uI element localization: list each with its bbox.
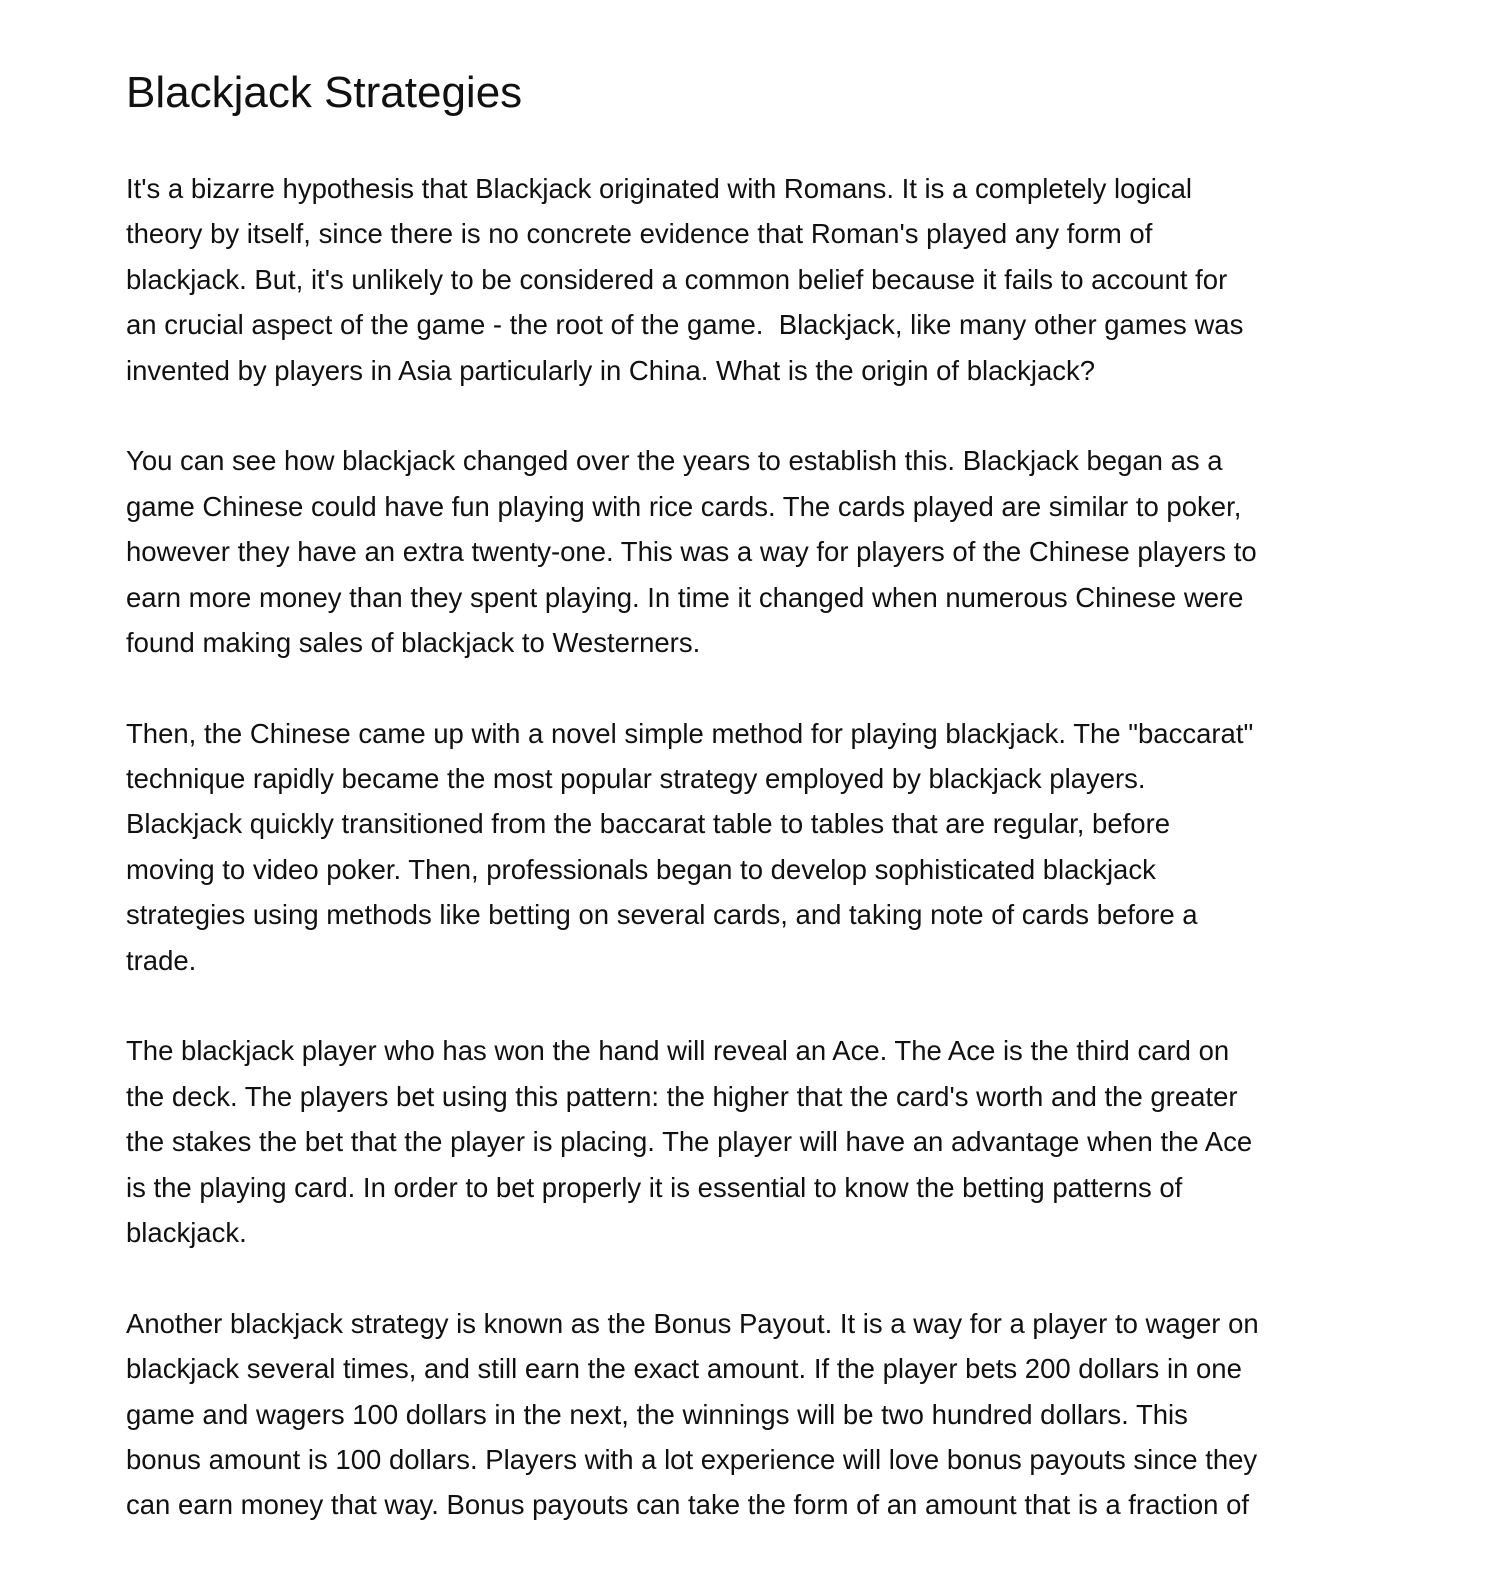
text-line: blackjack. [126,1216,247,1248]
text-line: invented by players in Asia particularly in China. What is the origin of blackjack? [126,354,1096,386]
text-line: game and wagers 100 dollars in the next, the winnings will be two hundred dollars. This [126,1398,1188,1430]
text-line: Blackjack quickly transitioned from the baccarat table to tables that are regular, before [126,808,1171,840]
text-line: It's a bizarre hypothesis that Blackjack originated with Romans. It is a completely logical [126,173,1193,204]
text-line: technique rapidly became the most popular strategy employed by blackjack players. [126,763,1146,795]
paragraph [126,166,1386,393]
paragraph [126,1028,1386,1255]
text-line: moving to video poker. Then, professionals began to develop sophisticated blackjack [126,853,1156,885]
document-body [126,166,1386,1573]
text-line: however they have an extra twenty-one. This was a way for players of the Chinese players to [126,536,1257,568]
text-line: strategies using methods like betting on several cards, and taking note of cards before a [126,899,1198,931]
text-line: earn more money than they spent playing. In time it changed when numerous Chinese were [126,581,1244,613]
text-line: theory by itself, since there is no concrete evidence that Roman's played any form of [126,218,1153,250]
text-line: the deck. The players bet using this pattern: the higher that the card's worth and the greater [126,1080,1238,1112]
text-line: found making sales of blackjack to Westerners. [126,626,701,658]
paragraph [126,1301,1386,1528]
text-line: The blackjack player who has won the hand will reveal an Ace. The Ace is the third card on [126,1035,1230,1067]
paragraph [126,711,1386,983]
text-line: the stakes the bet that the player is placing. The player will have an advantage when the Ace [126,1126,1253,1158]
text-line: bonus amount is 100 dollars. Players with a lot experience will love bonus payouts since they [126,1443,1258,1475]
text-line: is the playing card. In order to bet properly it is essential to know the betting patterns of [126,1171,1183,1203]
text-line: blackjack several times, and still earn the exact amount. If the player bets 200 dollars in one [126,1353,1242,1385]
text-line: trade. [126,944,197,976]
text-line: You can see how blackjack changed over the years to establish this. Blackjack began as a [126,445,1223,477]
text-line: can earn money that way. Bonus payouts can take the form of an amount that is a fraction of [126,1489,1250,1521]
page-title: Blackjack Strategies [126,68,523,117]
text-line: game Chinese could have fun playing with rice cards. The cards played are similar to poker, [126,490,1242,522]
text-line: Another blackjack strategy is known as the Bonus Payout. It is a way for a player to wager on [126,1307,1259,1339]
paragraph [126,438,1386,665]
text-line: blackjack. But, it's unlikely to be considered a common belief because it fails to account for [126,263,1228,295]
text-line: an crucial aspect of the game - the root of the game. Blackjack, like many other games was [126,309,1244,341]
text-line: Then, the Chinese came up with a novel simple method for playing blackjack. The "baccarat" [126,717,1254,749]
